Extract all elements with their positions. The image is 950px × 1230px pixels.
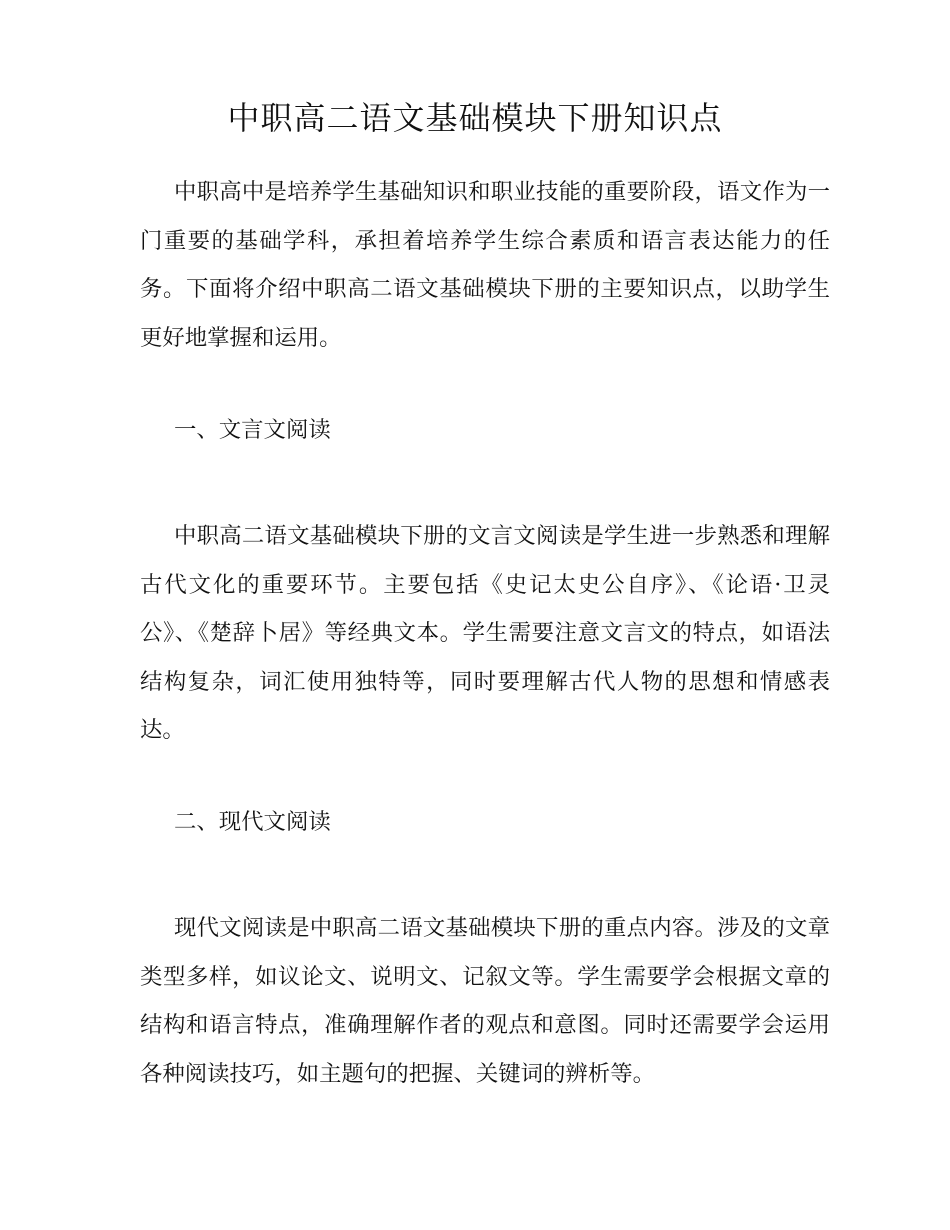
section-heading-classical-reading: 一、文言文阅读 <box>174 417 331 443</box>
section-body-classical-reading: 中职高二语文基础模块下册的文言文阅读是学生进一步熟悉和理解古代文化的重要环节。主要包括《史记太史公自序》、《论语·卫灵公》、《楚辞卜居》等经典文本。学生需要注意文言文的特点，如语法结构复杂，词汇使用独特等，同时要理解古代人物的思想和情感表达。 <box>140 523 830 743</box>
section-heading-modern-reading: 二、现代文阅读 <box>174 809 331 835</box>
intro-paragraph: 中职高中是培养学生基础知识和职业技能的重要阶段，语文作为一门重要的基础学科，承担着培养学生综合素质和语言表达能力的任务。下面将介绍中职高二语文基础模块下册的主要知识点，以助学生更好地掌握和运用。 <box>140 179 830 351</box>
section-body-modern-reading: 现代文阅读是中职高二语文基础模块下册的重点内容。涉及的文章类型多样，如议论文、说明文、记叙文等。学生需要学会根据文章的结构和语言特点，准确理解作者的观点和意图。同时还需要学会运用各种阅读技巧，如主题句的把握、关键词的辨析等。 <box>140 915 830 1087</box>
document-title: 中职高二语文基础模块下册知识点 <box>227 99 723 137</box>
